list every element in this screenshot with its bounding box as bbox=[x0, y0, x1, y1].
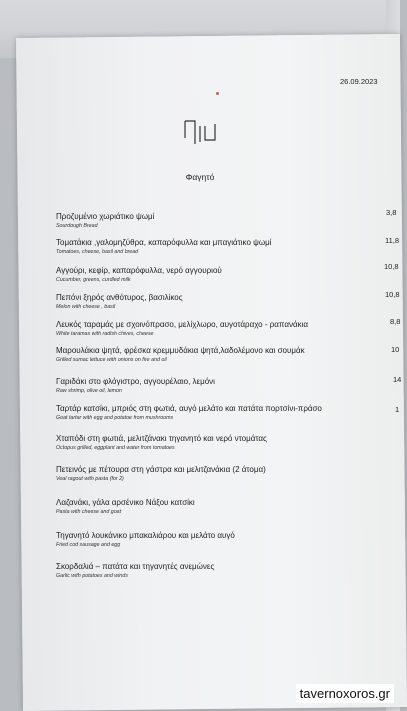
dish-name: Λαζανάκι, γάλα αρσένικο Νάξου κατσίκι bbox=[56, 498, 195, 507]
menu-date: 26.09.2023 bbox=[340, 77, 378, 86]
dish-name: Σκορδαλιά – πατάτα και τηγανητές ανεμώνες bbox=[56, 562, 215, 571]
restaurant-logo bbox=[183, 118, 217, 146]
dish-name: Πετεινός με πέτουρα στη γάστρα και μελιτζανάκια (2 άτομα) bbox=[56, 465, 266, 474]
menu-item bbox=[56, 212, 396, 229]
dish-name: Αγγούρι, κεφίρ, καπαρόφυλλα, νερό αγγουριού bbox=[56, 266, 222, 275]
dish-description: Grilled sumac lettuce with onions on fire and oil bbox=[56, 357, 167, 363]
menu-item bbox=[56, 293, 396, 310]
menu-item bbox=[56, 377, 396, 394]
dish-name: Λευκός ταραμάς με σχοινόπρασο, μελίχλωρο, αυγοτάραχο - ραπανάκια bbox=[56, 320, 308, 329]
dish-price: 10,8 bbox=[384, 262, 399, 271]
section-title: Φαγητό bbox=[185, 172, 215, 182]
dish-description: Goat tartar with egg and potatoe from mushrooms bbox=[56, 415, 174, 421]
menu-item bbox=[56, 434, 396, 451]
dish-name: Ταρτάρ κατσίκι, μπριός στη φωτιά, αυγό μελάτο και πατάτα πορτσίνι-πράσο bbox=[56, 404, 322, 413]
menu-item bbox=[56, 531, 396, 548]
dish-description: Melon with cheese , basil bbox=[56, 304, 116, 310]
dish-description: Fried cod sausage and egg bbox=[56, 542, 121, 548]
dish-name: Γαριδάκι στο φλόγιστρο, αγγουρέλαιο, λεμόνι bbox=[56, 377, 215, 386]
dish-price: 10,8 bbox=[385, 290, 400, 299]
dish-name: Προζυμένιο χωριάτικο ψωμί bbox=[56, 212, 155, 221]
dish-price: 3,8 bbox=[386, 208, 397, 217]
dish-description: Tomatoes, cheese, basil and bread bbox=[56, 249, 139, 255]
watermark: tavernoxoros.gr bbox=[296, 684, 394, 703]
dish-description: Raw shrimp, olive oil, lemon bbox=[56, 388, 122, 394]
dish-price: 8,8 bbox=[390, 317, 401, 326]
dish-name: Χταπόδι στη φωτιά, μελιτζάνακι τηγανητό και νερό ντομάτας bbox=[56, 434, 267, 443]
dish-price: 11,8 bbox=[385, 236, 400, 245]
menu-item bbox=[56, 346, 396, 363]
dish-description: Garlic with potatoes and winds bbox=[56, 573, 128, 579]
dish-description: White taramas with radish chives, cheese bbox=[56, 331, 154, 337]
menu-item bbox=[56, 238, 396, 255]
dish-price: 1 bbox=[395, 405, 400, 414]
menu-item bbox=[56, 404, 396, 421]
dish-description: Octopus grilled, eggplant and water from tomatoes bbox=[56, 445, 175, 451]
dish-name: Μαρουλάκια ψητά, φρέσκα κρεμμυδάκια ψητά,λαδολέμονο και σουμάκ bbox=[56, 346, 305, 355]
menu-item bbox=[56, 266, 396, 283]
menu-item bbox=[56, 320, 396, 337]
dish-name: Τοματάκια ,γαλομηζύθρα, καπαρόφυλλα και μπαγιάτικο ψωμί bbox=[56, 238, 272, 247]
dish-description: Veal ragout with pasta (for 2) bbox=[56, 476, 124, 482]
dish-description: Pasta with cheese and goat bbox=[56, 509, 122, 515]
menu-item bbox=[56, 562, 396, 579]
paper-mark bbox=[216, 92, 219, 95]
dish-name: Πεπόνι ξηρός ανθότυρος, βασιλίκος bbox=[56, 293, 183, 302]
dish-price: 14 bbox=[393, 375, 402, 384]
logo-icon bbox=[183, 118, 217, 146]
dish-description: Cucumber, greens, curdled milk bbox=[56, 277, 131, 283]
dish-description: Sourdough Bread bbox=[56, 223, 98, 229]
dish-price: 10 bbox=[391, 345, 400, 354]
menu-item bbox=[56, 498, 396, 515]
menu-item bbox=[56, 465, 396, 482]
dish-name: Τηγανητό λουκάνικο μπακαλιάρου και μελάτο αυγό bbox=[56, 531, 235, 540]
